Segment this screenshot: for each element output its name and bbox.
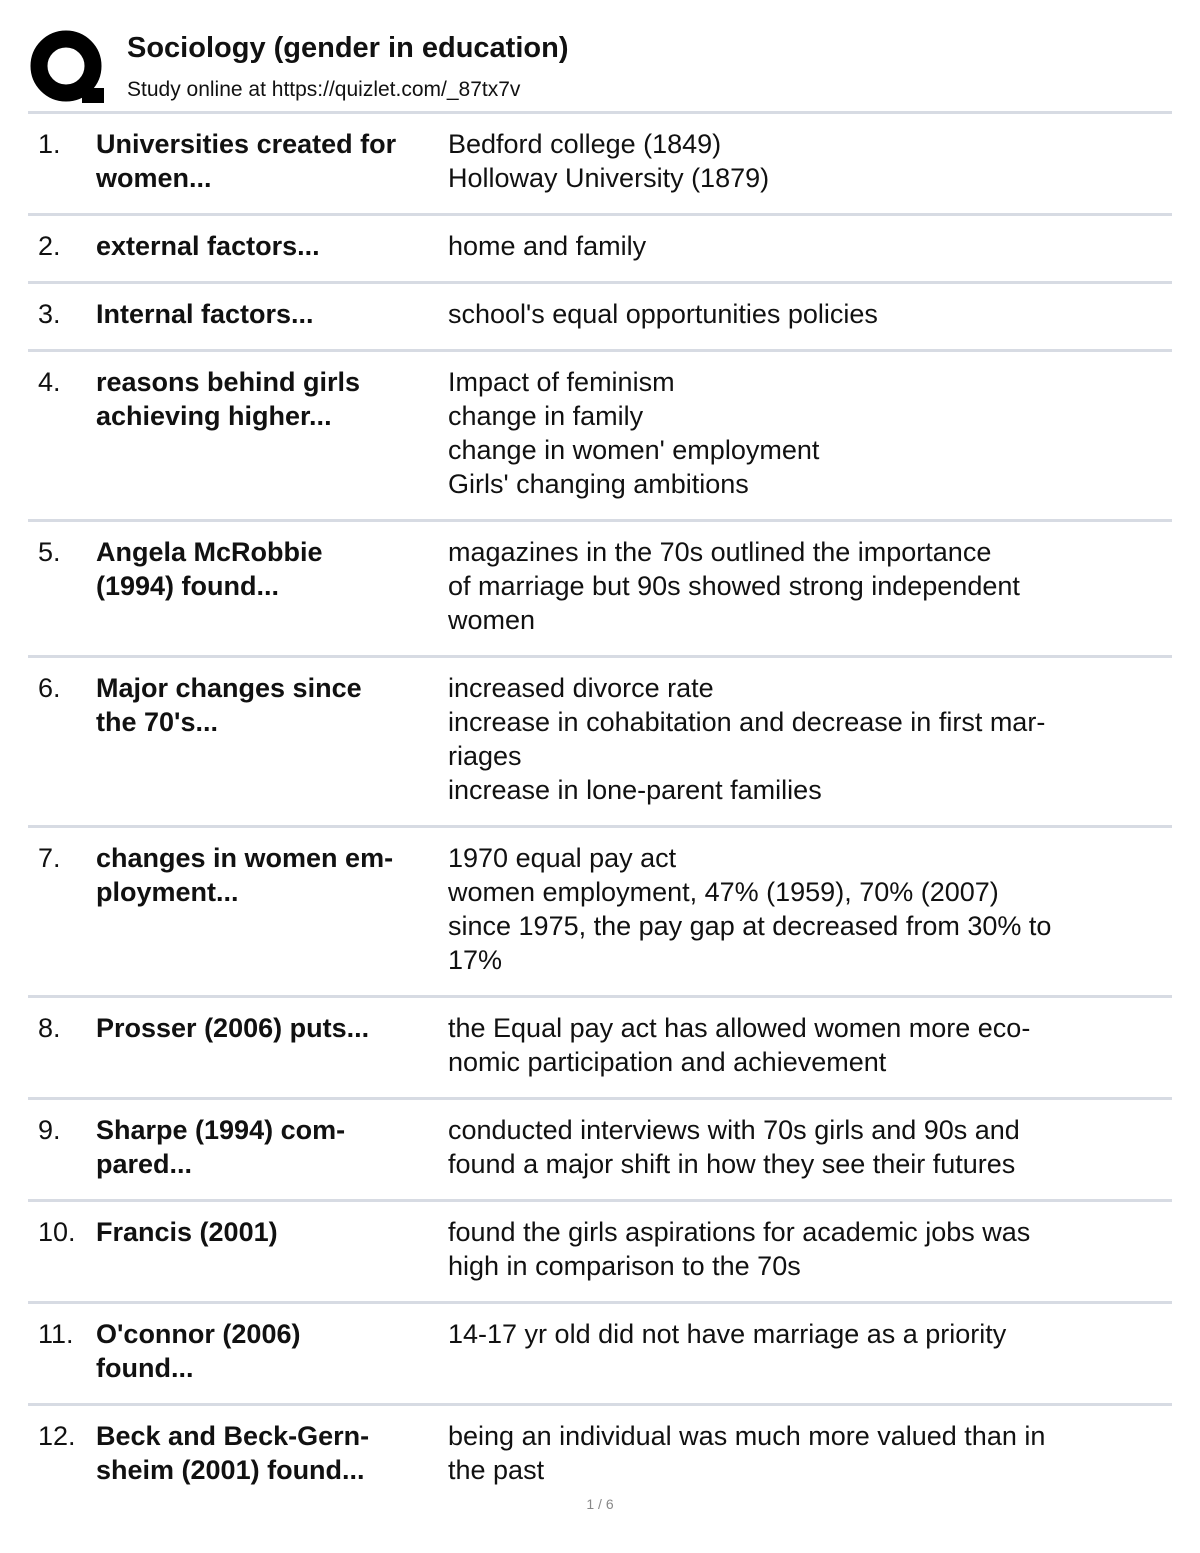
term-line: achieving higher...: [96, 401, 332, 431]
term-line: sheim (2001) found...: [96, 1455, 365, 1485]
card-definition: [448, 229, 1172, 263]
flashcard-row: [28, 1097, 1172, 1199]
card-term: [96, 841, 448, 977]
term-line: Francis (2001): [96, 1217, 278, 1247]
definition-line: change in family: [448, 401, 644, 431]
term-line: Major changes since: [96, 673, 362, 703]
card-definition: [448, 535, 1172, 637]
term-line: women...: [96, 163, 212, 193]
flashcard-row: [28, 1403, 1172, 1505]
card-number: 4.: [38, 367, 61, 397]
card-term: [96, 229, 448, 263]
definition-line: the Equal pay act has allowed women more eco-: [448, 1013, 1031, 1043]
definition-line: riages: [448, 741, 522, 771]
term-line: external factors...: [96, 231, 320, 261]
flashcard-row: [28, 655, 1172, 825]
card-term: [96, 1419, 448, 1487]
definition-line: women: [448, 605, 536, 635]
card-number: 9.: [38, 1115, 61, 1145]
card-definition: [448, 365, 1172, 501]
study-link[interactable]: Study online at https://quizlet.com/_87tx7v: [127, 78, 521, 101]
card-definition: [448, 1215, 1172, 1283]
definition-line: increase in cohabitation and decrease in first mar-: [448, 707, 1046, 737]
card-number: 1.: [38, 129, 61, 159]
card-number: 2.: [38, 231, 61, 261]
definition-line: school's equal opportunities policies: [448, 299, 878, 329]
term-line: changes in women em-: [96, 843, 394, 873]
card-term: [96, 671, 448, 807]
card-definition: [448, 671, 1172, 807]
definition-line: home and family: [448, 231, 647, 261]
flashcard-row: [28, 349, 1172, 519]
card-number: 11.: [38, 1319, 74, 1349]
definition-line: the past: [448, 1455, 545, 1485]
term-line: Prosser (2006) puts...: [96, 1013, 370, 1043]
definition-line: 1970 equal pay act: [448, 843, 677, 873]
flashcard-row: [28, 1301, 1172, 1403]
definition-line: magazines in the 70s outlined the importance: [448, 537, 992, 567]
definition-line: since 1975, the pay gap at decreased from 30% to: [448, 911, 1052, 941]
flashcard-row: [28, 519, 1172, 655]
card-definition: [448, 841, 1172, 977]
definition-line: of marriage but 90s showed strong independent: [448, 571, 1020, 601]
card-number: 10.: [38, 1217, 76, 1247]
card-term: [96, 365, 448, 501]
card-definition: [448, 1419, 1172, 1487]
card-number: 12.: [38, 1421, 76, 1451]
definition-line: change in women' employment: [448, 435, 820, 465]
card-definition: [448, 1011, 1172, 1079]
page-title: Sociology (gender in education): [127, 32, 569, 64]
flashcard-list: [28, 111, 1172, 1505]
flashcard-row: [28, 1199, 1172, 1301]
term-line: Beck and Beck-Gern-: [96, 1421, 370, 1451]
card-term: [96, 127, 448, 195]
card-definition: [448, 1113, 1172, 1181]
card-definition: [448, 297, 1172, 331]
term-line: Internal factors...: [96, 299, 314, 329]
definition-line: high in comparison to the 70s: [448, 1251, 801, 1281]
definition-line: Impact of feminism: [448, 367, 675, 397]
definition-line: Holloway University (1879): [448, 163, 770, 193]
term-line: the 70's...: [96, 707, 218, 737]
definition-line: Bedford college (1849): [448, 129, 722, 159]
card-definition: [448, 127, 1172, 195]
definition-line: 17%: [448, 945, 503, 975]
term-line: Angela McRobbie: [96, 537, 323, 567]
term-line: reasons behind girls: [96, 367, 361, 397]
definition-line: found the girls aspirations for academic jobs was: [448, 1217, 1031, 1247]
flashcard-row: [28, 213, 1172, 281]
definition-line: 14-17 yr old did not have marriage as a priority: [448, 1319, 1007, 1349]
card-term: [96, 1215, 448, 1283]
flashcard-row: [28, 111, 1172, 213]
page-number: 1 / 6: [586, 1496, 614, 1512]
term-line: Universities created for: [96, 129, 397, 159]
definition-line: women employment, 47% (1959), 70% (2007): [448, 877, 999, 907]
term-line: pared...: [96, 1149, 193, 1179]
definition-line: found a major shift in how they see their futures: [448, 1149, 1016, 1179]
definition-line: nomic participation and achievement: [448, 1047, 887, 1077]
card-number: 7.: [38, 843, 61, 873]
term-line: Sharpe (1994) com-: [96, 1115, 346, 1145]
term-line: found...: [96, 1353, 194, 1383]
card-term: [96, 1011, 448, 1079]
definition-line: conducted interviews with 70s girls and 90s and: [448, 1115, 1020, 1145]
card-number: 5.: [38, 537, 61, 567]
card-term: [96, 535, 448, 637]
flashcard-row: [28, 995, 1172, 1097]
definition-line: increase in lone-parent families: [448, 775, 822, 805]
card-term: [96, 1317, 448, 1385]
card-term: [96, 297, 448, 331]
quizlet-logo-icon: [30, 30, 106, 106]
term-line: O'connor (2006): [96, 1319, 301, 1349]
definition-line: being an individual was much more valued than in: [448, 1421, 1046, 1451]
card-number: 3.: [38, 299, 61, 329]
flashcard-row: [28, 281, 1172, 349]
term-line: ployment...: [96, 877, 239, 907]
flashcard-row: [28, 825, 1172, 995]
card-definition: [448, 1317, 1172, 1385]
card-number: 6.: [38, 673, 61, 703]
term-line: (1994) found...: [96, 571, 280, 601]
card-number: 8.: [38, 1013, 61, 1043]
card-term: [96, 1113, 448, 1181]
definition-line: Girls' changing ambitions: [448, 469, 749, 499]
definition-line: increased divorce rate: [448, 673, 714, 703]
